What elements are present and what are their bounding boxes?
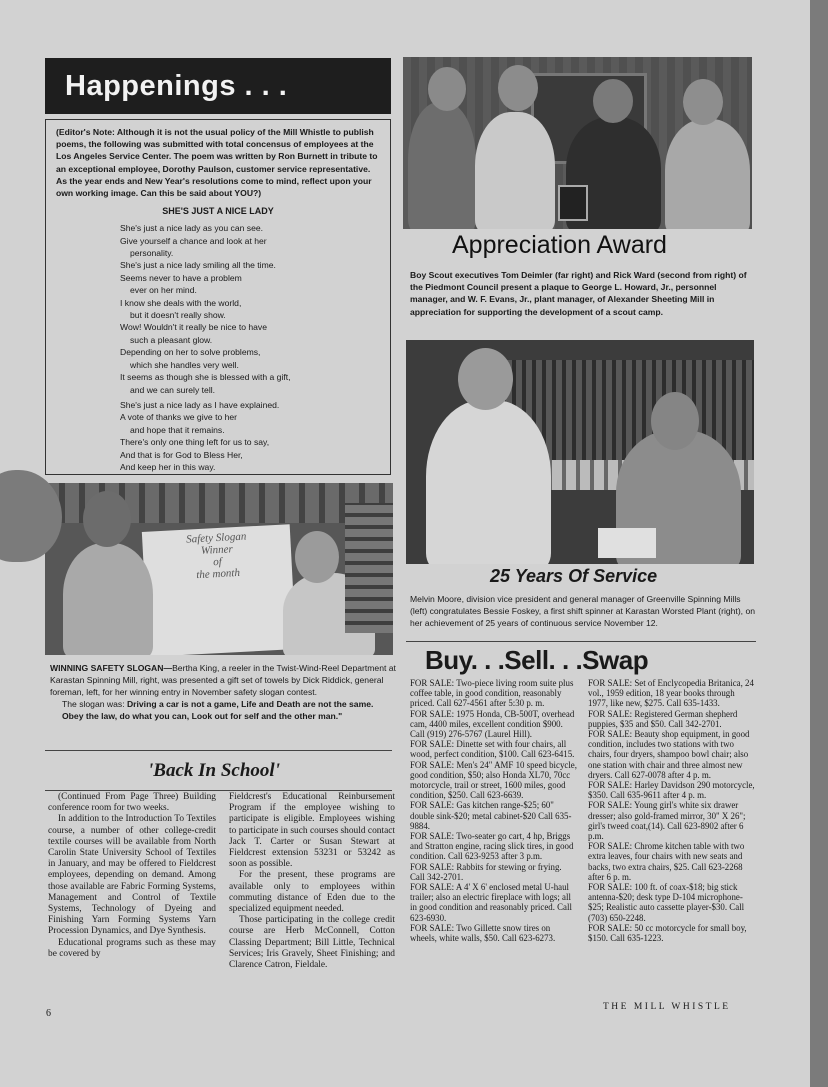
happenings-title: Happenings . . .	[45, 58, 391, 114]
poem-line: A vote of thanks we give to her	[120, 412, 238, 423]
back-in-school-title: 'Back In School'	[148, 760, 280, 781]
classified-ad: FOR SALE: Two Gillette snow tires on wheels, white walls, $50. Call 623-6273.	[410, 922, 556, 944]
appreciation-photo	[403, 57, 752, 229]
classified-ad: FOR SALE: Men's 24" AMF 10 speed bicycle, good condition, $50; also Honda XL70, 70cc motorcycle, trail or street, 1600 miles, good condition, $250. Call 623-6639.	[410, 759, 577, 801]
article-paragraph: Fieldcrest's Educational Reinbursement Program if the employee wishing to participate is eligible. Employees wishing to participate in such courses should contact Jack T. Carter or Susan Stewart at Fieldcrest extension 53231 or 53242 as soon as possible.	[229, 792, 395, 870]
classified-ad: FOR SALE: 50 cc motorcycle for small boy, $150. Call 635-1223.	[588, 922, 747, 944]
sign-line: of	[212, 555, 223, 569]
article-paragraph: Those participating in the college credit course are Herb McConnell, Cotton Classing Department; Bill Little, Technical Services; Iris Gravely, Sheet Finishing; and Clarence Catron, Fieldale.	[229, 915, 395, 971]
editor-note: (Editor's Note: Although it is not the usual policy of the Mill Whistle to publish poems, the following was submitted with total concensus of employees at the Los Angeles Service Center. The poem was written by Ron Burnett in tribute to an exceptional employee, Dorothy Paulson, customer service representative. As the year ends and New Year's resolutions come to mind, reflect upon your own working image. Can this be said about YOU?)	[56, 127, 378, 199]
poem-line: She's just a nice lady as you can see.	[120, 223, 264, 234]
page-number: 6	[46, 1008, 51, 1019]
back-in-school-col1	[48, 792, 216, 960]
poem-line: Wow! Wouldn't it really be nice to have	[120, 322, 268, 333]
poem	[56, 222, 380, 473]
appreciation-caption: Boy Scout executives Tom Deimler (far right) and Rick Ward (second from right) of the Piedmont Council present a plaque to George L. Howard, Jr., personnel manager, and W. F. Evans, Jr., plant manager, of Alexander Sheeting Mill in appreciation for supporting the development of a scout camp.	[410, 270, 747, 317]
poem-line: She's just a nice lady smiling all the time.	[120, 260, 276, 271]
divider	[45, 750, 392, 751]
safety-caption	[50, 662, 396, 722]
poem-line: Give yourself a chance and look at her	[120, 235, 267, 246]
classified-ad: FOR SALE: Dinette set with four chairs, all wood, perfect condition, $100. Call 623-6415.	[410, 739, 575, 760]
slogan-sign	[142, 524, 296, 655]
slogan-text: Driving a car is not a game, Life and Death are not the same. Obey the law, do what you can, Look out for self and the other man."	[62, 699, 374, 721]
safety-caption-lead: WINNING SAFETY SLOGAN—	[50, 663, 173, 673]
poem-line: ever on her mind.	[130, 285, 197, 296]
service-photo	[406, 340, 754, 564]
service-title: 25 Years Of Service	[490, 566, 658, 586]
poem-line: personality.	[130, 248, 174, 259]
classified-ad: FOR SALE: Rabbits for stewing or frying. Call 342-2701.	[410, 861, 562, 882]
publication-name: THE MILL WHISTLE	[603, 1002, 731, 1012]
poem-line: and we can surely tell.	[130, 384, 216, 395]
classified-ad: FOR SALE: Gas kitchen range-$25; 60" double sink-$20; metal cabinet-$20 Call 635-9884.	[410, 800, 572, 831]
article-paragraph: In addition to the Introduction To Textiles course, a number of other college-credit textile courses will be available from North Carolin State University School of Textiles in January, and may be offered to Fieldcrest employees, depending on demand. Among those available are Fabric Forming Systems, Management and Control of Textile Systems, Technology of Dyeing and Finishing Yarn Forming Systems Yarn Procession Dynamics, and Dye Synthesis.	[48, 814, 216, 937]
sign-line: Winner	[200, 543, 234, 557]
poem-line: It seems as though she is blessed with a gift,	[120, 372, 291, 383]
classified-ad: FOR SALE: Beauty shop equipment, in good condition, includes two stations with two chairs, four dryers, shampoo bowl chair; also one station with chair and three almost new dryers. Call 627-0078 after 4 p. m.	[588, 729, 750, 780]
poem-line: And that is for God to Bless Her,	[120, 449, 243, 460]
sign-line: Safety Slogan	[185, 530, 247, 546]
poem-line: which she handles very well.	[130, 359, 239, 370]
article-paragraph: For the present, these programs are available only to employees within commuting distance of Eden due to the specialized equipment needed.	[229, 870, 395, 915]
classified-ad: FOR SALE: Registered German shepherd puppies, $35 and $50. Call 342-2701.	[588, 708, 738, 729]
poem-line: Seems never to have a problem	[120, 272, 242, 283]
poem-line: She's just a nice lady as I have explained.	[120, 399, 280, 410]
article-paragraph: (Continued From Page Three) Building conference room for two weeks.	[48, 792, 216, 814]
swap-title: Buy. . .Sell. . .Swap	[425, 645, 649, 675]
classified-ad: FOR SALE: Chrome kitchen table with two extra leaves, four chairs with new seats and backs, two extra chairs, $25. Call 623-2268 after 6 p. m.	[588, 841, 745, 882]
poem-title: SHE'S JUST A NICE LADY	[162, 206, 274, 217]
classified-ad: FOR SALE: A 4' X 6' enclosed metal U-haul trailer; also an electric fireplace with logs; all in good condition and reasonably priced. Call 623-6930.	[410, 882, 572, 923]
poem-line: There's only one thing left for us to say,	[120, 437, 270, 448]
appreciation-title: Appreciation Award	[452, 231, 667, 259]
article-paragraph: Educational programs such as these may be covered by	[48, 937, 216, 959]
classified-ad: FOR SALE: Young girl's white six drawer dresser; also gold-framed mirror, 30" X 26"; girl's tweed coat,(14). Call 623-8902 after 6 p.m.	[588, 800, 746, 842]
happenings-box	[45, 119, 391, 475]
classified-ad: FOR SALE: Two-seater go cart, 4 hp, Briggs and Stratton engine, racing slick tires, in good condition. Call 623-9253 after 3 p.m.	[410, 831, 574, 862]
slogan-intro: The slogan was:	[62, 699, 127, 709]
poem-line: but it doesn't really show.	[130, 310, 226, 321]
safety-photo	[45, 483, 393, 655]
classified-ad: FOR SALE: 100 ft. of coax-$18; big stick antenna-$20; desk type D-104 microphone- $25; Realistic auto cassette player-$30. Call (703) 650-2248.	[588, 882, 745, 923]
safety-caption-body: Bertha King, a reeler in the Twist-Wind-Reel Department at Karastan Spinning Mill, right, was presented a gift set of towels by Dick Riddick, general foreman, left, for her winning entry in November safety slogan contest.	[50, 663, 396, 697]
classified-ad: FOR SALE: Harley Davidson 290 motorcycle, $350. Call 635-9611 after 4 p. m.	[588, 780, 755, 801]
swap-col2	[588, 678, 756, 943]
classified-ad: FOR SALE: Set of Enclycopedia Britanica, 24 vol., 1959 edition, 18 year books through 1977, like new, $275. Call 635-1433.	[588, 678, 754, 709]
poem-line: such a pleasant glow.	[130, 334, 213, 345]
classified-ad: FOR SALE: Two-piece living room suite plus coffee table, in good condition, reasonably priced. Call 627-4561 after 5:30 p. m.	[410, 678, 574, 709]
poem-line: I know she deals with the world,	[120, 297, 242, 308]
swap-col1	[410, 678, 578, 943]
service-caption: Melvin Moore, division vice president and general manager of Greenville Spinning Mills (left) congratulates Bessie Foskey, a first shift spinner at Karastan Worsted Plant (right), on her achievement of 25 years of continuous service November 12.	[410, 594, 756, 628]
sign-line: the month	[195, 566, 241, 582]
back-in-school-col2	[229, 792, 395, 971]
divider	[406, 641, 756, 642]
poem-line: and hope that it remains.	[130, 424, 225, 435]
classified-ad: FOR SALE: 1975 Honda, CB-500T, overhead cam, 4400 miles, excellent condition $900. Call (919) 276-5767 (Laurel Hill).	[410, 708, 575, 740]
poem-line: Depending on her to solve problems,	[120, 347, 261, 358]
divider	[45, 790, 392, 791]
poem-line: And keep her in this way.	[120, 461, 216, 472]
